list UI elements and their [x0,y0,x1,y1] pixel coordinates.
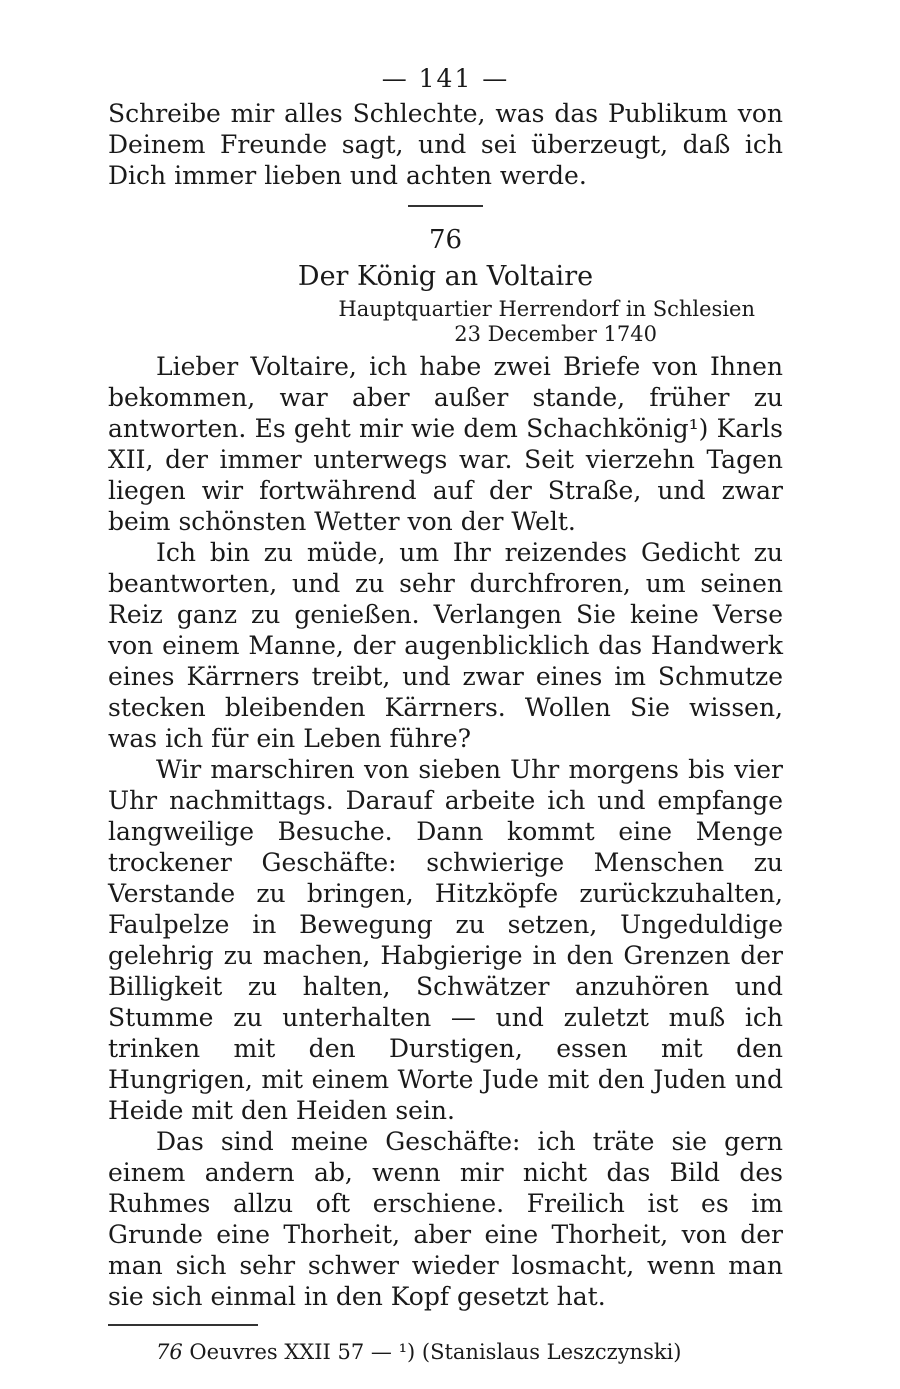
letter-paragraph: Ich bin zu müde, um Ihr reizendes Gedicht zu beantworten, und zu sehr durchfroren, um seinen Reiz ganz zu genießen. Verlangen Sie keine Verse von einem Manne, der augenblicklich das Handwerk eines Kärrners treibt, und zwar eines im Schmutze stecken bleibenden Kärrners. Wollen Sie wissen, was ich für ein Leben führe? [108,538,783,753]
letter-number: 76 [428,225,463,255]
footnote-number: 76 [156,1340,183,1364]
letter-place: Hauptquartier Herrendorf in Schlesien [338,297,755,321]
letter-paragraph: Das sind meine Geschäfte: ich träte sie gern einem andern ab, wenn mir nicht das Bild des Ruhmes allzu oft erschiene. Freilich ist es im Grunde eine Thorheit, aber eine Thorheit, von der man sich sehr schwer wieder losmacht, wenn man sie sich einmal in den Kopf gesetzt hat. [108,1127,783,1311]
footnote-text: Oeuvres XXII 57 — ¹) (Stanislaus Leszczynski) [182,1340,682,1364]
footnote [108,1338,783,1366]
opening-paragraph-block [108,98,783,191]
letter-paragraph: Wir marschiren von sieben Uhr morgens bis vier Uhr nachmittags. Darauf arbeite ich und empfange langweilige Besuche. Dann kommt eine Menge trockener Geschäfte: schwierige Menschen zu Verstande zu bringen, Hitzköpfe zurückzuhalten, Faulpelze in Bewegung zu setzen, Ungeduldige gelehrig zu machen, Habgierige in den Grenzen der Billigkeit zu halten, Schwätzer anzuhören und Stumme zu unterhalten — und zuletzt muß ich trinken mit den Durstigen, essen mit den Hungrigen, mit einem Worte Jude mit den Juden und Heide mit den Heiden sein. [108,755,783,1125]
letter-paragraph: Lieber Voltaire, ich habe zwei Briefe von Ihnen bekommen, war aber außer stande, früher zu antworten. Es geht mir wie dem Schachkönig¹) Karls XII, der immer unterwegs war. Seit vierzehn Tagen liegen wir fortwährend auf der Straße, und zwar beim schönsten Wetter von der Welt. [108,352,783,536]
letter-date: 23 December 1740 [454,322,657,346]
book-page [108,60,783,1366]
opening-paragraph: Schreibe mir alles Schlechte, was das Publikum von Deinem Freunde sagt, und sei überzeugt, daß ich Dich immer lieben und achten werde. [108,99,783,190]
footnote-divider [108,1324,258,1326]
letter-title: Der König an Voltaire [297,261,594,292]
letter-body [108,351,783,1312]
section-divider [408,205,483,207]
page-number: — 141 — [381,64,510,93]
